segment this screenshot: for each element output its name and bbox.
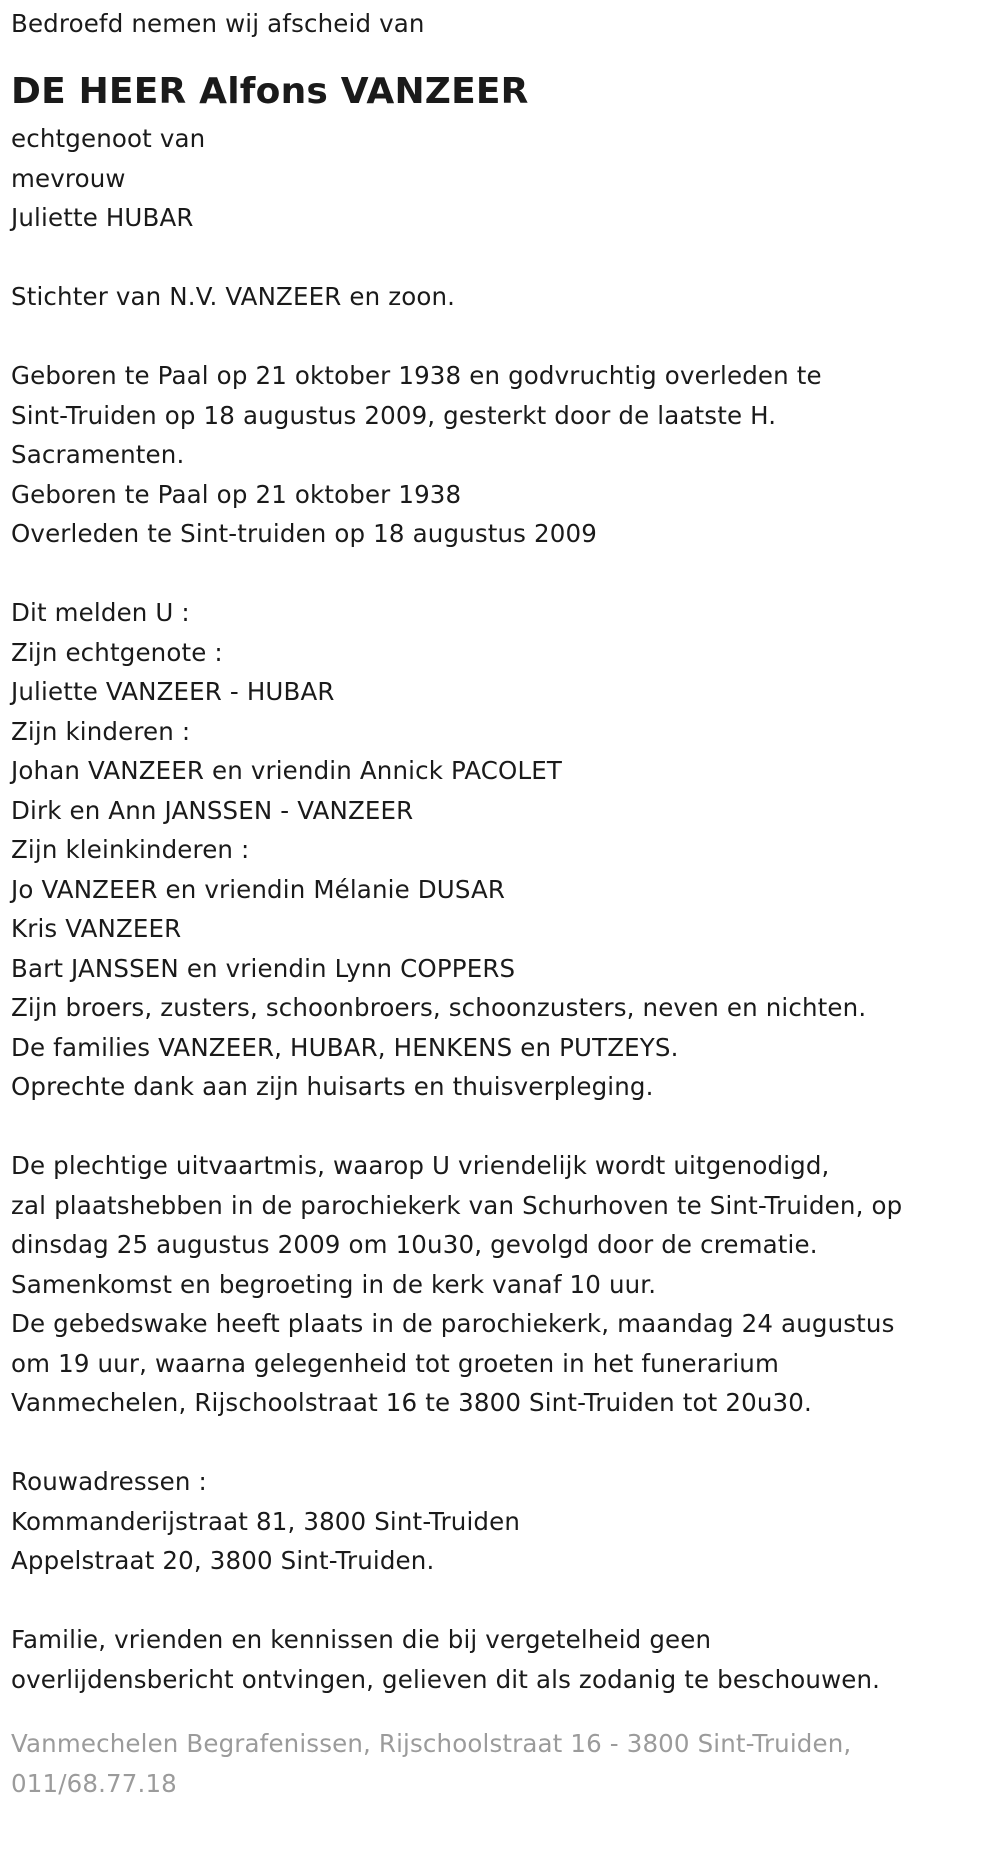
birth-death-section [11,356,1000,554]
funeral-line: dinsdag 25 augustus 2009 om 10u30, gevolgd door de crematie. [11,1230,818,1259]
spouse-section [11,119,1000,238]
spacer [11,1581,1000,1621]
birth-death-line: Geboren te Paal op 21 oktober 1938 en godvruchtig overleden te [11,361,822,390]
footer-line: 011/68.77.18 [11,1768,177,1798]
birth-death-line: Overleden te Sint-truiden op 18 augustus 2009 [11,519,597,548]
notice-section [11,1620,1000,1699]
family-line: Juliette VANZEER - HUBAR [11,677,335,706]
funeral-line: De gebedswake heeft plaats in de parochiekerk, maandag 24 augustus [11,1309,895,1338]
founder-text: Stichter van N.V. VANZEER en zoon. [11,282,456,311]
family-section [11,593,1000,1107]
birth-death-line: Geboren te Paal op 21 oktober 1938 [11,479,462,509]
funeral-line: Vanmechelen, Rijschoolstraat 16 te 3800 Sint-Truiden tot 20u30. [11,1388,812,1417]
spouse-line: mevrouw [11,163,126,193]
spouse-line: echtgenoot van [11,124,206,153]
family-line: Oprechte dank aan zijn huisarts en thuisverpleging. [11,1072,654,1101]
family-line: Zijn kinderen : [11,716,191,746]
condolence-address-line: Rouwadressen : [11,1467,207,1496]
family-line: Kris VANZEER [11,914,182,943]
funeral-line: zal plaatshebben in de parochiekerk van Schurhoven te Sint-Truiden, op [11,1190,903,1220]
family-line: De families VANZEER, HUBAR, HENKENS en PUTZEYS. [11,1032,679,1062]
notice-line: overlijdensbericht ontvingen, gelieven dit als zodanig te beschouwen. [11,1664,881,1694]
spacer [11,1107,1000,1147]
funeral-line: De plechtige uitvaartmis, waarop U vriendelijk wordt uitgenodigd, [11,1151,830,1180]
funeral-home-footer [11,1724,1000,1803]
condolence-address-line: Kommanderijstraat 81, 3800 Sint-Truiden [11,1506,521,1536]
notice-line: Familie, vrienden en kennissen die bij vergetelheid geen [11,1625,712,1654]
spacer [11,238,1000,278]
funeral-section [11,1146,1000,1423]
family-line: Johan VANZEER en vriendin Annick PACOLET [11,756,563,785]
footer-line: Vanmechelen Begrafenissen, Rijschoolstraat 16 - 3800 Sint-Truiden, [11,1729,852,1758]
family-line: Zijn kleinkinderen : [11,835,250,864]
family-line: Zijn echtgenote : [11,637,223,667]
family-line: Jo VANZEER en vriendin Mélanie DUSAR [11,874,506,904]
birth-death-line: Sint-Truiden op 18 augustus 2009, gesterkt door de laatste H. [11,400,777,430]
family-line: Dit melden U : [11,598,190,627]
birth-death-line: Sacramenten. [11,440,185,469]
deceased-name: DE HEER Alfons VANZEER [11,71,529,112]
spacer [11,317,1000,357]
funeral-line: Samenkomst en begroeting in de kerk vanaf 10 uur. [11,1269,657,1299]
family-line: Dirk en Ann JANSSEN - VANZEER [11,795,414,825]
spouse-line: Juliette HUBAR [11,203,194,232]
intro-text: Bedroefd nemen wij afscheid van [11,9,425,38]
spacer [11,554,1000,594]
family-line: Bart JANSSEN en vriendin Lynn COPPERS [11,953,516,983]
funeral-line: om 19 uur, waarna gelegenheid tot groeten in het funerarium [11,1348,779,1378]
family-line: Zijn broers, zusters, schoonbroers, schoonzusters, neven en nichten. [11,993,867,1022]
spacer [11,1423,1000,1463]
condolence-address-line: Appelstraat 20, 3800 Sint-Truiden. [11,1546,435,1575]
condolence-addresses-section [11,1462,1000,1581]
